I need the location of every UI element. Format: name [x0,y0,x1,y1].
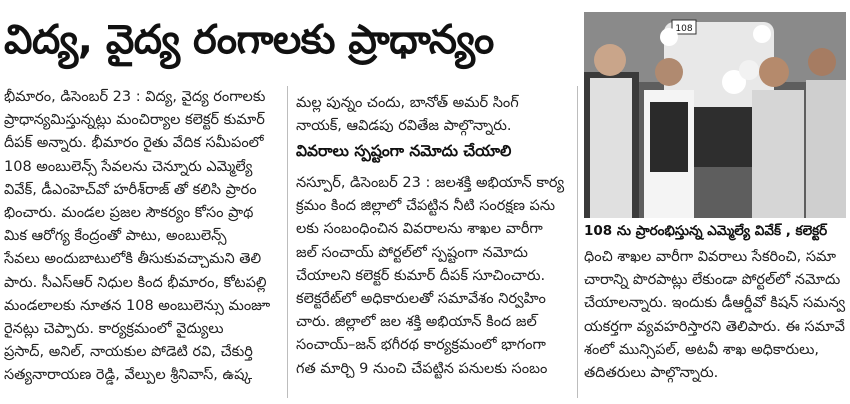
news-photo [584,12,846,218]
text-line: వివేక్, డీఎంహెచ్‌వో హరీశ్‌రాజ్ తో కలిసి ప్రారం [4,181,257,198]
text-line: లకు సంబంధించిన వివరాలను శాఖల వారీగా [296,221,543,238]
text-line: సేవలు అందుబాటులోకి తీసుకువచ్చామని తెలి [4,251,262,268]
article-column-2-top [296,92,570,138]
text-line: సత్యనారాయణ రెడ్డి, వేల్పుల శ్రీనివాస్, ఉష్క [4,367,253,384]
vehicle-number: 108 [675,24,693,34]
text-line: నాయక్, ఆవిడపు రవితేజ పాల్గొన్నారు. [296,118,512,135]
text-line: మండలాలకు నూతన 108 అంబులెన్సు మంజూ [4,297,271,314]
text-line: రైనట్లు చెప్పారు. కార్యక్రమంలో వైద్యులు [4,320,224,337]
text-line: భీమారం, డిసెంబర్ 23 : విద్య, వైద్య రంగాలకు [4,89,266,105]
article-column-1 [4,86,280,387]
text-line: గత మార్చి 9 నుంచి చేపట్టిన పనులకు సంబం [296,360,548,377]
text-line: చారాన్ని పొరపాట్లు లేకుండా పోర్టల్‌లో నమోదు [584,272,841,289]
photo-caption: 108 ను ప్రారంభిస్తున్న ఎమ్మెల్యే వివేక్ , కలెక్టర్ [584,223,828,239]
article-column-2-body [296,172,570,381]
text-line: పారు. సీఎస్ఆర్ నిధుల కింద భీమారం, కోటపల్లి [4,274,267,291]
text-line: తదితరులు పాల్గొన్నారు. [584,364,719,381]
column-divider [287,86,288,398]
text-line: దీపక్ అన్నారు. భీమారం రైతు వేదిక సమీపంలో [4,135,264,152]
text-line: చేయాలన్నారు. ఇందుకు డీఆర్డీవో కిషన్ సమన్వ [584,295,846,312]
text-line: క్రమం కింద జిల్లాలో చేపట్టిన నీటి సంరక్షణ పను [296,198,556,215]
text-line: జల్ సంచాయ్ పోర్టల్‌లో స్పష్టంగా నమోదు [296,244,528,261]
text-line: కలెక్టరేట్‌లో అధికారులతో సమావేశం నిర్వహిం [296,290,546,307]
text-line: చేయాలని కలెక్టర్ కుమార్ దీపక్ సూచించారు. [296,267,546,284]
text-line: మిక ఆరోగ్య కేంద్రంతో పాటు, అంబులెన్స్ [4,228,227,245]
text-line: నస్పూర్, డిసెంబర్ 23 : జలశక్తి అభియాన్ కార్య [296,175,565,191]
text-line: ప్రసాద్, అనిల్, నాయకుల పోడెటి రవి, చేకుర్తి [4,344,253,361]
column-divider [577,86,578,398]
text-line: మల్ల పున్నం చందు, బానోత్ అమర్ సింగ్ [296,95,519,111]
ambulance-inauguration-illustration [584,12,846,218]
text-line: ధించి శాఖల వారీగా వివరాలు సేకరించి, సమా [584,249,836,265]
text-line: శంలో మున్సిపల్, అటవీ శాఖ అధికారులు, [584,341,820,358]
text-line: ప్రాధాన్యమిస్తున్నట్లు మంచిర్యాల కలెక్టర్ కుమార్ [4,112,265,129]
text-line: భించారు. మండల ప్రజల సౌకర్యం కోసం ప్రాథ [4,204,254,221]
text-line: 108 అంబులెన్స్ సేవలను చెన్నూరు ఎమ్మెల్యే [4,158,253,175]
second-article-subheading: వివరాలు స్పష్టంగా నమోదు చేయాలి [296,142,512,160]
text-line: సంచాయ్–జన్ భగీరథ కార్యక్రమంలో భాగంగా [296,337,546,354]
headline: విద్య, వైద్య రంగాలకు ప్రాధాన్యం [4,17,494,63]
text-line: చారు. జిల్లాలో జల శక్తి అభియాన్ కింద జల్ [296,314,537,331]
text-line: యకర్తగా వ్యవహరిస్తారని తెలిపారు. ఈ సమావే [584,318,845,335]
article-column-3 [584,246,846,385]
